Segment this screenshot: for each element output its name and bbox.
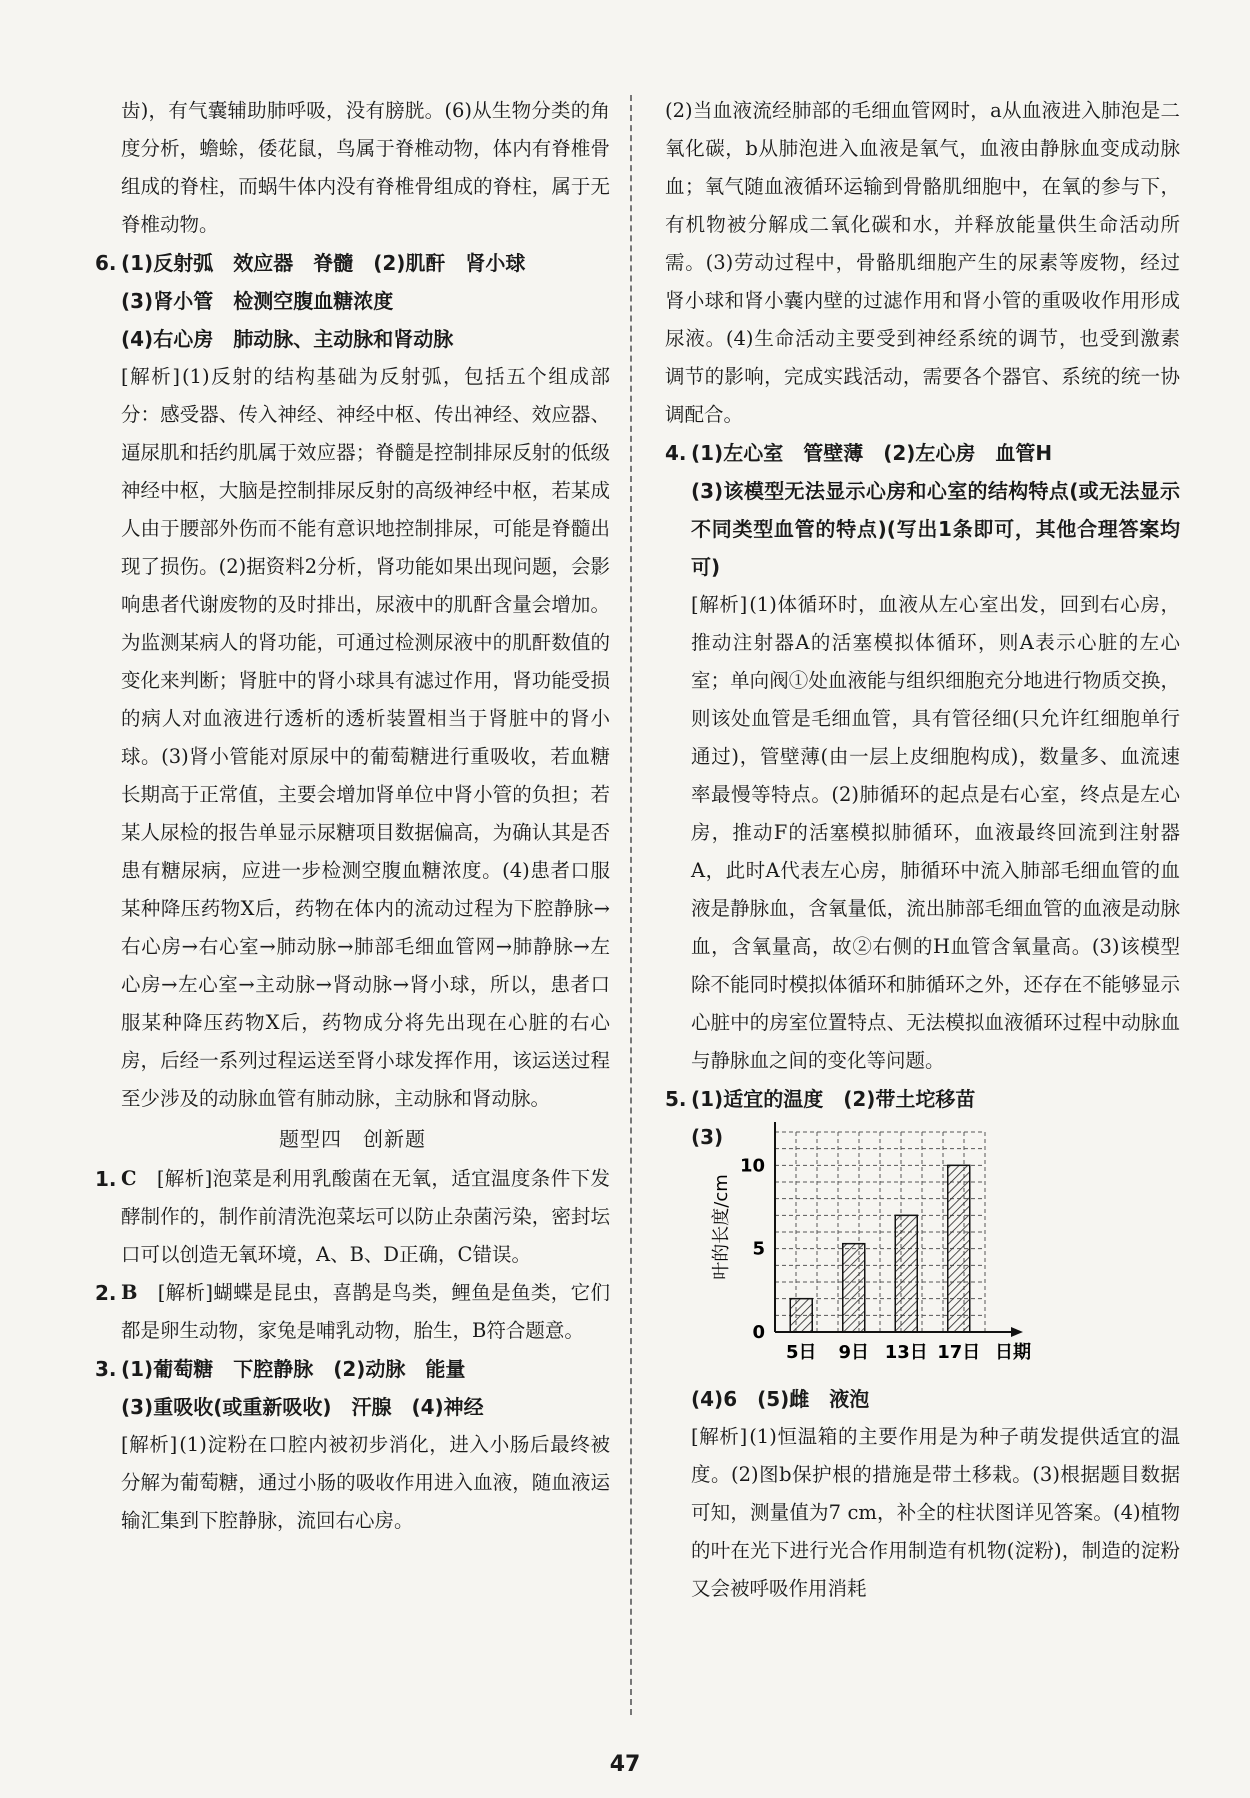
section-title: 题型四 创新题 [279, 1127, 426, 1151]
analysis-text: 泡菜是利用乳酸菌在无氧，适宜温度条件下发酵制作的，制作前清洗泡菜坛可以防止杂菌污染，密封坛口可以创造无氧环境，A、B、D正确，C错误。 [121, 1167, 610, 1266]
question-number: 5. [665, 1087, 687, 1111]
continued-paragraph: (2)当血液流经肺部的毛细血管网时，a从血液进入肺泡是二氧化碳，b从肺泡进入血液是氧气，血液由静脉血变成动脉血；氧气随血液循环运输到骨骼肌细胞中，在氧的参与下，有机物被分解成二氧化碳和水，并释放能量供生命活动所需。(3)劳动过程中，骨骼肌细胞产生的尿素等废物，经过肾小球和肾小囊内壁的过滤作用和肾小管的重吸收作用形成尿液。(4)生命活动主要受到神经系统的调节，也受到激素调节的影响，完成实践活动，需要各个器官、系统的统一协调配合。 [665, 99, 1180, 426]
answer-line: (4)右心房 肺动脉、主动脉和肾动脉 [121, 327, 454, 351]
question-3-answer [95, 1350, 610, 1388]
y-tick-label: 5 [752, 1238, 765, 1260]
right-column [665, 92, 1180, 1608]
question-1 [95, 1160, 610, 1274]
analysis-tag: [解析] [121, 365, 180, 388]
question-number: 3. [95, 1357, 117, 1381]
leaf-length-bar-chart [705, 1122, 1045, 1372]
question-body [121, 1274, 610, 1350]
question-number: 6. [95, 251, 117, 275]
analysis-text: (1)体循环时，血液从左心室出发，回到右心房，推动注射器A的活塞模拟体循环，则A表示心脏的左心室；单向阀①处血液能与组织细胞充分地进行物质交换，则该处血管是毛细血管，具有管径细(只允许红细胞单行通过)，管壁薄(由一层上皮细胞构成)，数量多、血流速率最慢等特点。(2)肺循环的起点是右心室，终点是左心房，推动F的活塞模拟肺循环，血液最终回流到注射器A，此时A代表左心房，肺循环中流入肺部毛细血管的血液是静脉血，含氧量低，流出肺部毛细血管的血液是动脉血，含氧量高，故②右侧的H血管含氧量高。(3)该模型除不能同时模拟体循环和肺循环之外，还存在不能够显示心脏中的房室位置特点、无法模拟血液循环过程中动脉血与静脉血之间的变化等问题。 [691, 593, 1181, 1072]
answer-choice: C [121, 1167, 137, 1190]
left-column [95, 92, 610, 1540]
y-tick-label: 10 [739, 1155, 765, 1177]
analysis-text: (1)淀粉在口腔内被初步消化，进入小肠后最终被分解为葡萄糖，通过小肠的吸收作用进入血液，随血液运输汇集到下腔静脉，流回右心房。 [121, 1433, 611, 1532]
page-number: 47 [609, 1752, 641, 1777]
question-4-answer [665, 434, 1180, 472]
analysis-tag: [解析] [157, 1281, 213, 1304]
question-5-answer [665, 1080, 1180, 1118]
bar-17日 [948, 1165, 970, 1332]
bar-5日 [790, 1299, 812, 1332]
question-number: 4. [665, 441, 687, 465]
chart-label: (3) [691, 1125, 724, 1149]
answer-line: (4)6 (5)雌 液泡 [691, 1387, 870, 1411]
analysis-paragraph [95, 1426, 610, 1540]
question-body [121, 1160, 610, 1274]
x-tick-label: 13日 [884, 1342, 928, 1363]
x-axis-arrow [1011, 1327, 1023, 1337]
analysis-paragraph [95, 358, 610, 1118]
answer-line: (1)左心室 管壁薄 (2)左心房 血管H [691, 441, 1053, 465]
answer-line: (3)重吸收(或重新吸收) 汗腺 (4)神经 [121, 1395, 484, 1419]
x-tick-label: 5日 [785, 1342, 817, 1363]
column-divider [630, 95, 632, 1715]
x-tick-label: 17日 [937, 1342, 981, 1363]
bar-13日 [895, 1215, 917, 1332]
analysis-paragraph [665, 586, 1180, 1080]
analysis-text: 蝴蝶是昆虫，喜鹊是鸟类，鲤鱼是鱼类，它们都是卵生动物，家兔是哺乳动物，胎生，B符合题意。 [121, 1281, 610, 1342]
question-number: 2. [95, 1281, 117, 1305]
analysis-text: (1)反射的结构基础为反射弧，包括五个组成部分：感受器、传入神经、神经中枢、传出神经、效应器、逼尿肌和括约肌属于效应器；脊髓是控制排尿反射的低级神经中枢，大脑是控制排尿反射的高级神经中枢，若某成人由于腰部外伤而不能有意识地控制排尿，可能是脊髓出现了损伤。(2)据资料2分析，肾功能如果出现问题，会影响患者代谢废物的及时排出，尿液中的肌酐含量会增加。为监测某病人的肾功能，可通过检测尿液中的肌酐数值的变化来判断；肾脏中的肾小球具有滤过作用，肾功能受损的病人对血液进行透析的透析装置相当于肾脏中的肾小球。(3)肾小管能对原尿中的葡萄糖进行重吸收，若血糖长期高于正常值，主要会增加肾单位中肾小管的负担；若某人尿检的报告单显示尿糖项目数据偏高，为确认其是否患有糖尿病，应进一步检测空腹血糖浓度。(4)患者口服某种降压药物X后，药物在体内的流动过程为下腔静脉→右心房→右心室→肺动脉→肺部毛细血管网→肺静脉→左心房→左心室→主动脉→肾动脉→肾小球，所以，患者口服某种降压药物X后，药物成分将先出现在心脏的右心房，后经一系列过程运送至肾小球发挥作用，该运送过程至少涉及的动脉血管有肺动脉，主动脉和肾动脉。 [121, 365, 611, 1110]
bar-9日 [843, 1244, 865, 1332]
analysis-tag: [解析] [121, 1433, 178, 1456]
analysis-text: (1)恒温箱的主要作用是为种子萌发提供适宜的温度。(2)图b保护根的措施是带土移栽。(3)根据题目数据可知，测量值为7 cm，补全的柱状图详见答案。(4)植物的叶在光下进行光合作用制造有机物(淀粉)，制造的淀粉又会被呼吸作用消耗 [691, 1425, 1181, 1600]
bar-chart-block [665, 1118, 1180, 1380]
question-2 [95, 1274, 610, 1350]
analysis-paragraph [665, 1418, 1180, 1608]
answer-line: (1)适宜的温度 (2)带土坨移苗 [691, 1087, 976, 1111]
question-number: 1. [95, 1167, 117, 1191]
x-axis-label: 日期 [995, 1342, 1031, 1363]
y-tick-label: 0 [752, 1322, 765, 1343]
analysis-tag: [解析] [691, 593, 748, 616]
answer-line: (3)肾小管 检测空腹血糖浓度 [121, 289, 394, 313]
answer-line: (1)反射弧 效应器 脊髓 (2)肌酐 肾小球 [121, 251, 526, 275]
answer-choice: B [121, 1281, 138, 1304]
analysis-tag: [解析] [156, 1167, 213, 1190]
intro-paragraph: 齿)，有气囊辅助肺呼吸，没有膀胱。(6)从生物分类的角度分析，蟾蜍，倭花鼠，鸟属于脊椎动物，体内有脊椎骨组成的脊柱，而蜗牛体内没有脊椎骨组成的脊柱，属于无脊椎动物。 [121, 99, 610, 236]
answer-line: (1)葡萄糖 下腔静脉 (2)动脉 能量 [121, 1357, 466, 1381]
analysis-tag: [解析] [691, 1425, 748, 1448]
x-tick-label: 9日 [838, 1342, 870, 1363]
answer-line: (3)该模型无法显示心房和心室的结构特点(或无法显示不同类型血管的特点)(写出1条即可，其他合理答案均可) [691, 479, 1180, 579]
question-6-answer [95, 244, 610, 282]
y-axis-label: 叶的长度/cm [711, 1174, 732, 1280]
